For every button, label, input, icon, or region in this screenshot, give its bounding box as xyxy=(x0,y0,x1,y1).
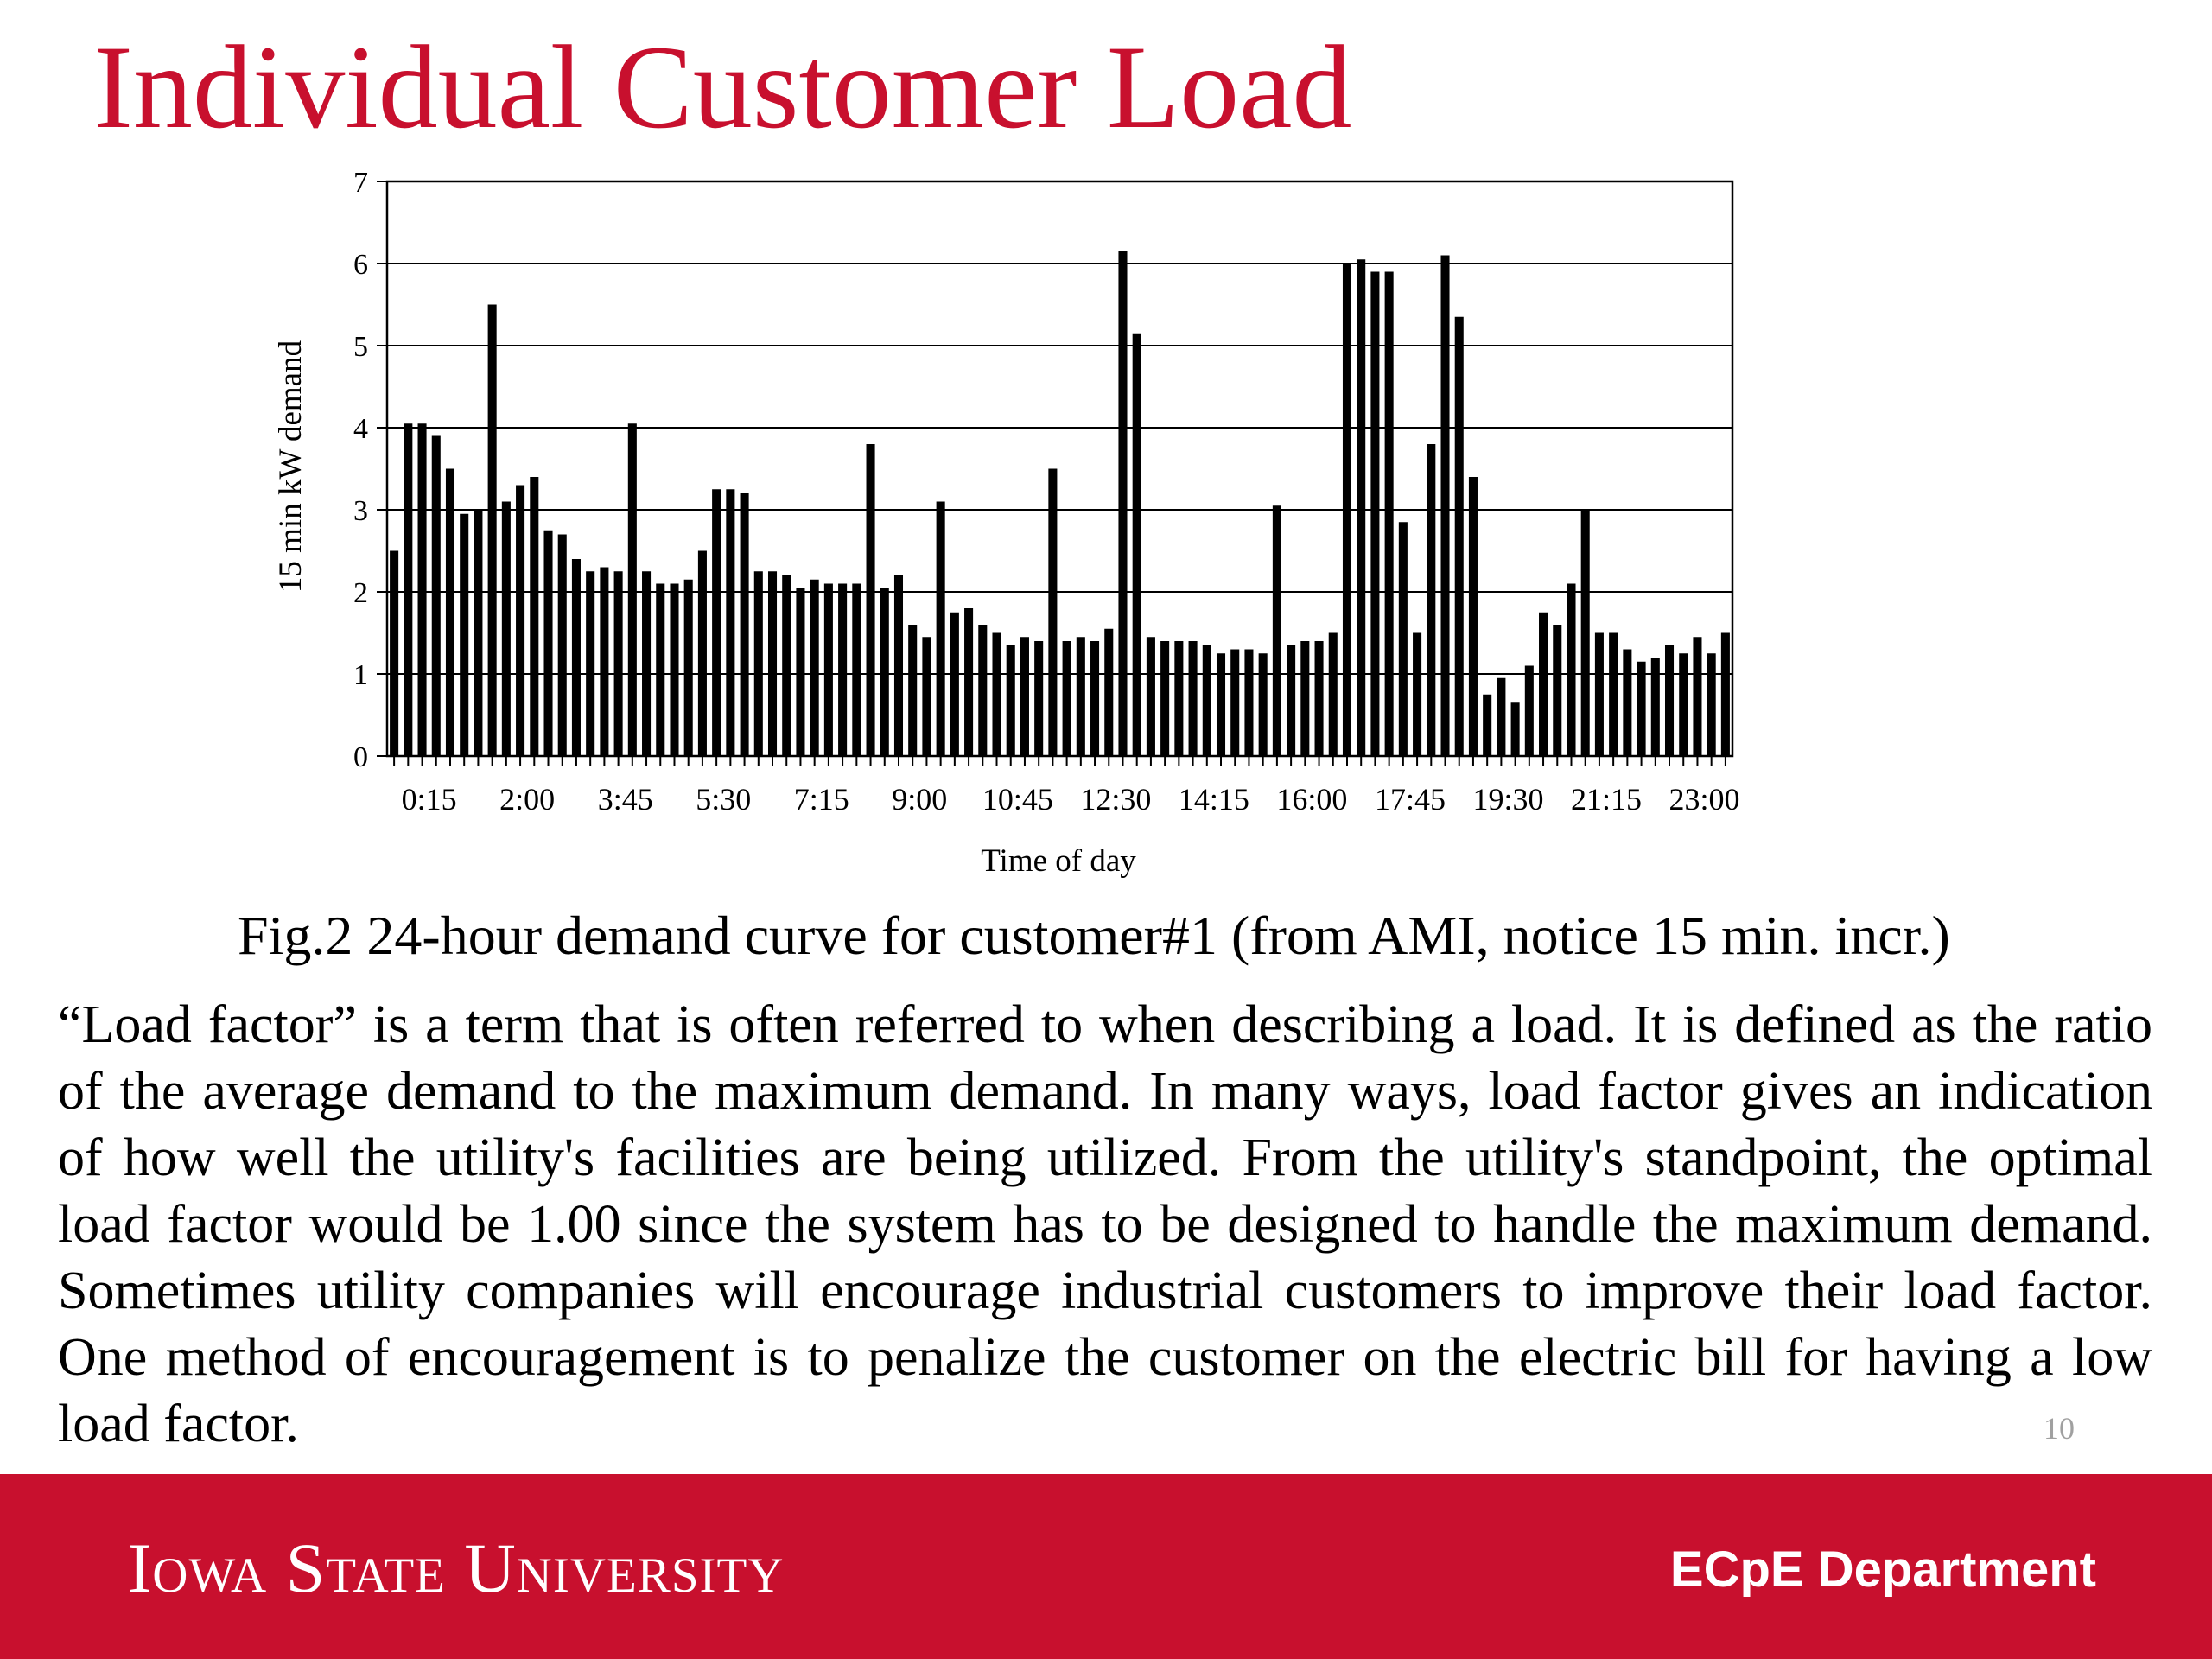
x-tick-label: 0:15 xyxy=(401,782,457,817)
bar xyxy=(1721,633,1730,757)
bar xyxy=(1133,334,1141,756)
bar xyxy=(1637,662,1646,756)
x-tick-label: 3:45 xyxy=(597,782,653,817)
y-tick-label: 4 xyxy=(353,413,368,445)
bar xyxy=(1189,641,1198,756)
bar xyxy=(698,551,707,757)
y-tick-label: 1 xyxy=(353,659,368,691)
x-axis-label: Time of day xyxy=(981,843,1136,879)
bar xyxy=(656,584,664,757)
bar xyxy=(908,625,917,756)
bar xyxy=(1343,264,1351,756)
bar xyxy=(1399,522,1408,756)
page-number: 10 xyxy=(2044,1411,2075,1446)
bar xyxy=(502,502,511,757)
bar xyxy=(1385,272,1394,757)
bar xyxy=(1357,259,1365,756)
bar xyxy=(1707,653,1716,756)
bar xyxy=(838,584,847,757)
bar xyxy=(1609,633,1618,757)
bar xyxy=(586,571,594,756)
bar xyxy=(1160,641,1169,756)
bar-series xyxy=(390,251,1730,756)
bar xyxy=(1665,645,1674,756)
bar xyxy=(1104,629,1113,756)
bar xyxy=(741,493,749,756)
bar xyxy=(1203,645,1211,756)
bar xyxy=(1048,469,1057,757)
bar xyxy=(1483,695,1491,756)
x-tick-label: 21:15 xyxy=(1571,782,1643,817)
bar xyxy=(418,423,427,756)
bar xyxy=(782,575,791,756)
bar xyxy=(768,571,777,756)
body-paragraph: “Load factor” is a term that is often referred to when describing a load. It is defined as the ratio of the average demand to the maximum demand. In many ways, load factor gives an indication of how well the utility's facilities are being utilized. From the utility's standpoint, the optimal load factor would be 1.00 since the system has to be designed to handle the maximum demand. Sometimes utility companies will encourage industrial customers to improve their load factor. One method of encouragement is to penalize the customer on the electric bill for having a low load factor. xyxy=(58,995,2152,1453)
bar xyxy=(824,584,833,757)
bar xyxy=(894,575,903,756)
bar xyxy=(432,436,441,757)
university-logo-text: Iowa State University xyxy=(128,1529,785,1607)
slide-title: Individual Customer Load xyxy=(93,21,1352,153)
bar xyxy=(1118,251,1127,756)
bar xyxy=(1329,633,1338,757)
bar xyxy=(1370,272,1379,757)
x-tick-label: 16:00 xyxy=(1276,782,1348,817)
bar xyxy=(754,571,763,756)
bar xyxy=(1595,633,1604,757)
y-tick-label: 7 xyxy=(353,167,368,199)
bar xyxy=(1259,653,1268,756)
x-tick-label: 19:30 xyxy=(1472,782,1544,817)
bar xyxy=(404,423,412,756)
bar xyxy=(1553,625,1561,756)
x-tick-labels xyxy=(402,782,1740,817)
bar xyxy=(1273,505,1281,756)
bar xyxy=(1525,666,1534,757)
y-tick-label: 6 xyxy=(353,249,368,281)
footer-bar xyxy=(0,1474,2212,1659)
bar xyxy=(712,489,721,756)
bar xyxy=(1539,613,1548,756)
bar xyxy=(460,514,468,756)
bar xyxy=(978,625,987,756)
bar xyxy=(670,584,678,757)
y-tick-labels xyxy=(353,167,368,773)
bar xyxy=(642,571,651,756)
x-tick-label: 17:45 xyxy=(1374,782,1446,817)
bar xyxy=(1077,637,1085,756)
bar xyxy=(684,580,693,756)
x-tick-label: 2:00 xyxy=(499,782,556,817)
bar xyxy=(543,531,552,756)
x-tick-label: 9:00 xyxy=(892,782,948,817)
y-axis-label: 15 min kW demand xyxy=(273,340,308,594)
bar xyxy=(1300,641,1309,756)
bar xyxy=(1413,633,1421,757)
y-tick-label: 3 xyxy=(353,495,368,527)
bar xyxy=(614,571,623,756)
x-tick-label: 10:45 xyxy=(982,782,1053,817)
bar xyxy=(1315,641,1324,756)
bar xyxy=(1440,256,1449,757)
bar xyxy=(1034,641,1043,756)
bar xyxy=(1469,477,1478,756)
demand-bar-chart xyxy=(251,160,1754,886)
bar xyxy=(1679,653,1688,756)
bar xyxy=(1497,678,1505,756)
y-tick-label: 0 xyxy=(353,741,368,773)
bar xyxy=(1287,645,1295,756)
bar xyxy=(446,469,454,757)
bar xyxy=(1174,641,1183,756)
bar xyxy=(880,588,889,756)
bar xyxy=(1090,641,1099,756)
x-tick-label: 7:15 xyxy=(793,782,849,817)
bar xyxy=(530,477,538,756)
bar xyxy=(1623,650,1631,757)
bar xyxy=(474,510,482,756)
bar xyxy=(1147,637,1155,756)
bar xyxy=(1217,653,1225,756)
bar xyxy=(1511,702,1520,756)
department-label: ECpE Department xyxy=(1669,1541,2096,1598)
bar xyxy=(1007,645,1015,756)
bar xyxy=(1693,637,1701,756)
bar xyxy=(1581,510,1590,756)
x-tick-label: 12:30 xyxy=(1080,782,1152,817)
bar xyxy=(600,568,608,757)
bar xyxy=(1020,637,1029,756)
bar xyxy=(796,588,804,756)
x-tick-label: 14:15 xyxy=(1178,782,1249,817)
bar xyxy=(1455,317,1464,756)
bar xyxy=(628,423,637,756)
bar xyxy=(516,486,524,757)
bar xyxy=(950,613,959,756)
figure-caption: Fig.2 24-hour demand curve for customer#1 (from AMI, notice 15 min. incr.) xyxy=(238,905,1950,966)
y-tick-label: 2 xyxy=(353,577,368,609)
bar xyxy=(390,551,398,757)
bar xyxy=(726,489,734,756)
bar xyxy=(558,535,567,757)
bar xyxy=(1651,658,1660,756)
bar xyxy=(922,637,931,756)
bar xyxy=(1427,444,1435,756)
y-tick-label: 5 xyxy=(353,331,368,363)
x-tick-label: 5:30 xyxy=(696,782,752,817)
bar xyxy=(1244,650,1253,757)
bar xyxy=(1063,641,1071,756)
bar xyxy=(937,502,945,757)
x-tick-label: 23:00 xyxy=(1669,782,1740,817)
bar xyxy=(488,305,497,757)
bar xyxy=(810,580,819,756)
bar xyxy=(1230,650,1239,757)
bar xyxy=(867,444,875,756)
bar xyxy=(1567,584,1575,757)
bar xyxy=(964,608,973,756)
bar xyxy=(992,633,1001,757)
bar xyxy=(572,559,581,756)
bar xyxy=(852,584,861,757)
